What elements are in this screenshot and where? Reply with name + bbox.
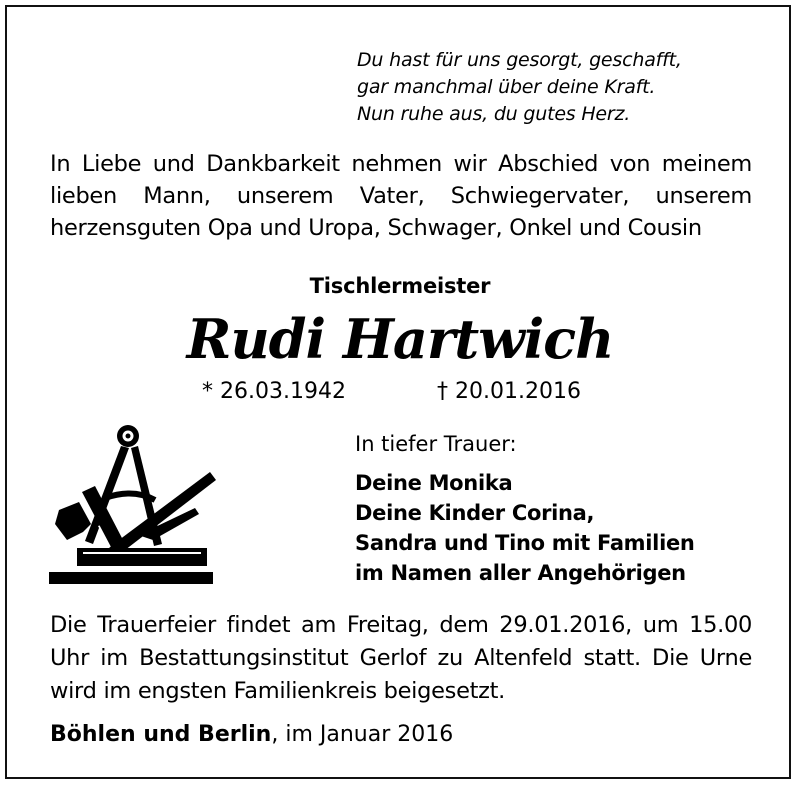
mourner-line: Deine Kinder Corina, <box>355 501 595 525</box>
mourning-label: In tiefer Trauer: <box>355 432 517 456</box>
mourner-line: im Namen aller Angehörigen <box>355 561 686 585</box>
funeral-service-info: Die Trauerfeier findet am Freitag, dem 29.01.2016, um 15.00 Uhr im Bestattungsinstitut Gerlof zu Altenfeld statt. Die Urne wird im engsten Familienkreis beigesetzt. <box>50 612 752 704</box>
death-date: † 20.01.2016 <box>437 379 581 404</box>
closing-line <box>50 722 453 747</box>
mourners-list <box>355 468 695 588</box>
closing-place: Böhlen und Berlin <box>50 722 272 747</box>
memorial-verse <box>357 47 682 128</box>
verse-line: Nun ruhe aus, du gutes Herz. <box>357 103 631 125</box>
verse-line: Du hast für uns gesorgt, geschafft, <box>357 49 682 71</box>
occupation-title: Tischlermeister <box>309 274 491 298</box>
mourner-line: Deine Monika <box>355 471 513 495</box>
closing-date: , im Januar 2016 <box>271 722 454 747</box>
farewell-text: In Liebe und Dankbarkeit nehmen wir Abschied von meinem lieben Mann, unserem Vater, Schwiegervater, unserem herzensguten Opa und Uropa, Schwager, Onkel und Cousin <box>50 151 752 241</box>
carpenter-tools-emblem-icon <box>45 420 217 590</box>
verse-line: gar manchmal über deine Kraft. <box>357 76 656 98</box>
deceased-name: Rudi Hartwich <box>186 307 614 371</box>
birth-date: * 26.03.1942 <box>202 379 346 404</box>
mourner-line: Sandra und Tino mit Familien <box>355 531 695 555</box>
obituary-notice <box>5 5 791 779</box>
